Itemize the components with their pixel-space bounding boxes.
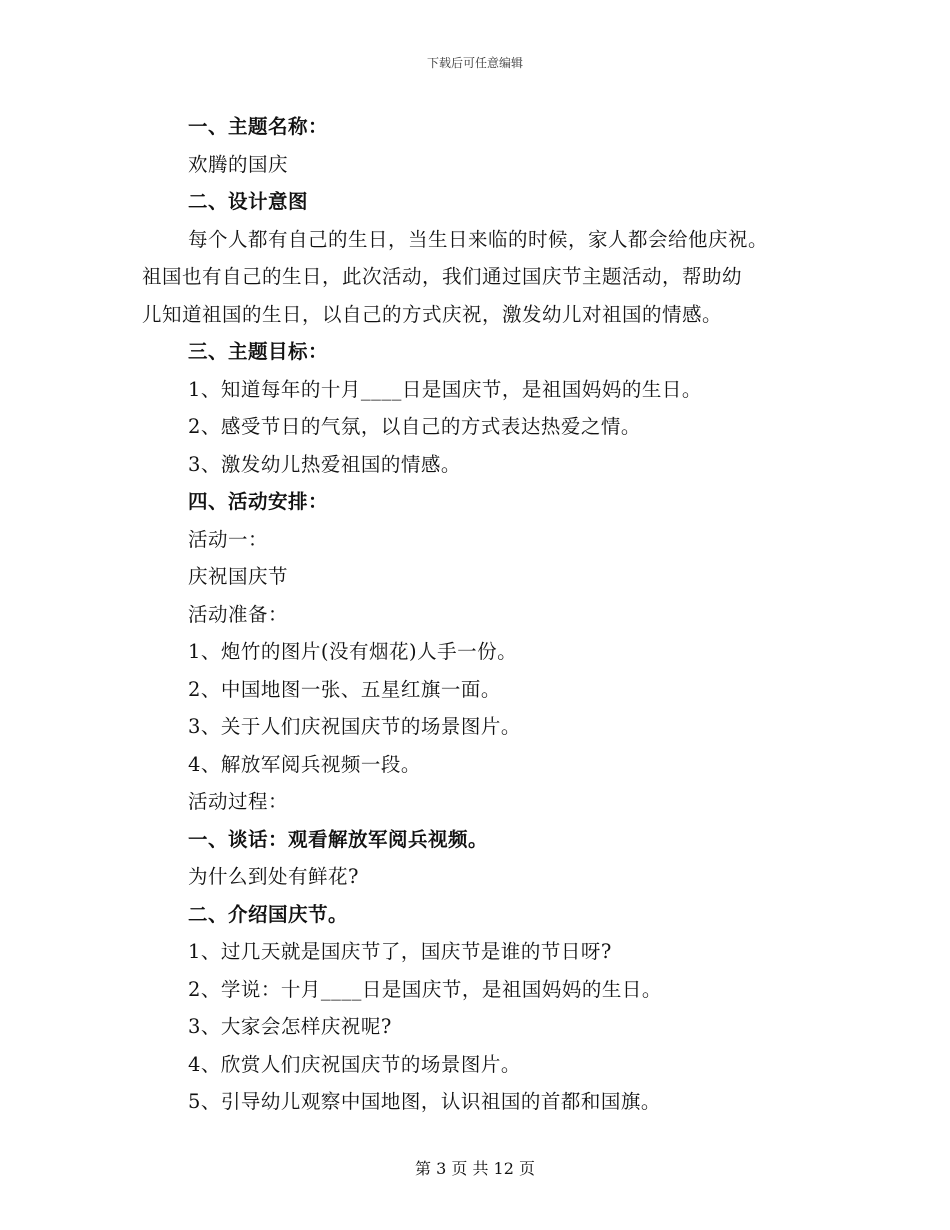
section-heading: 二、介绍国庆节。 <box>188 902 349 926</box>
section-heading: 一、主题名称： <box>188 115 329 138</box>
paragraph-line: 1、过几天就是国庆节了，国庆节是谁的节日呀? <box>188 940 612 963</box>
section-heading: 二、设计意图 <box>188 190 309 213</box>
paragraph-line: 4、解放军阅兵视频一段。 <box>188 752 421 776</box>
paragraph-line: 1、炮竹的图片(没有烟花)人手一份。 <box>188 640 518 663</box>
paragraph-line: 2、中国地图一张、五星红旗一面。 <box>188 677 501 701</box>
paragraph-line: 活动一： <box>188 527 269 551</box>
section-heading: 三、主题目标： <box>188 340 329 363</box>
paragraph-line: 庆祝国庆节 <box>188 565 289 588</box>
paragraph-line: 4、欣赏人们庆祝国庆节的场景图片。 <box>188 1052 521 1076</box>
paragraph-line: 2、学说：十月____日是国庆节，是祖国妈妈的生日。 <box>188 977 662 1001</box>
paragraph-line: 5、引导幼儿观察中国地图，认识祖国的首都和国旗。 <box>188 1090 661 1113</box>
page-footer: 第 3 页 共 12 页 <box>415 1159 535 1178</box>
paragraph-line: 祖国也有自己的生日，此次活动，我们通过国庆节主题活动，帮助幼 <box>142 265 743 288</box>
paragraph-line: 1、知道每年的十月____日是国庆节，是祖国妈妈的生日。 <box>188 377 702 401</box>
paragraph-line: 3、关于人们庆祝国庆节的场景图片。 <box>188 715 521 738</box>
paragraph-line: 3、大家会怎样庆祝呢? <box>188 1015 392 1038</box>
paragraph-line: 3、激发幼儿热爱祖国的情感。 <box>188 452 461 476</box>
document-body <box>142 108 832 1121</box>
section-heading: 一、谈话：观看解放军阅兵视频。 <box>188 827 489 851</box>
paragraph-line: 2、感受节日的气氛，以自己的方式表达热爱之情。 <box>188 415 641 438</box>
paragraph-line: 活动过程： <box>188 790 289 813</box>
paragraph-line: 活动准备： <box>188 602 289 626</box>
paragraph-line: 每个人都有自己的生日，当生日来临的时候，家人都会给他庆祝。 <box>188 227 769 251</box>
paragraph-line: 为什么到处有鲜花? <box>188 865 359 888</box>
paragraph-line: 儿知道祖国的生日，以自己的方式庆祝，激发幼儿对祖国的情感。 <box>142 302 723 326</box>
section-heading: 四、活动安排： <box>188 490 329 513</box>
page-header: 下载后可任意编辑 <box>426 56 523 70</box>
paragraph-line: 欢腾的国庆 <box>188 152 289 176</box>
